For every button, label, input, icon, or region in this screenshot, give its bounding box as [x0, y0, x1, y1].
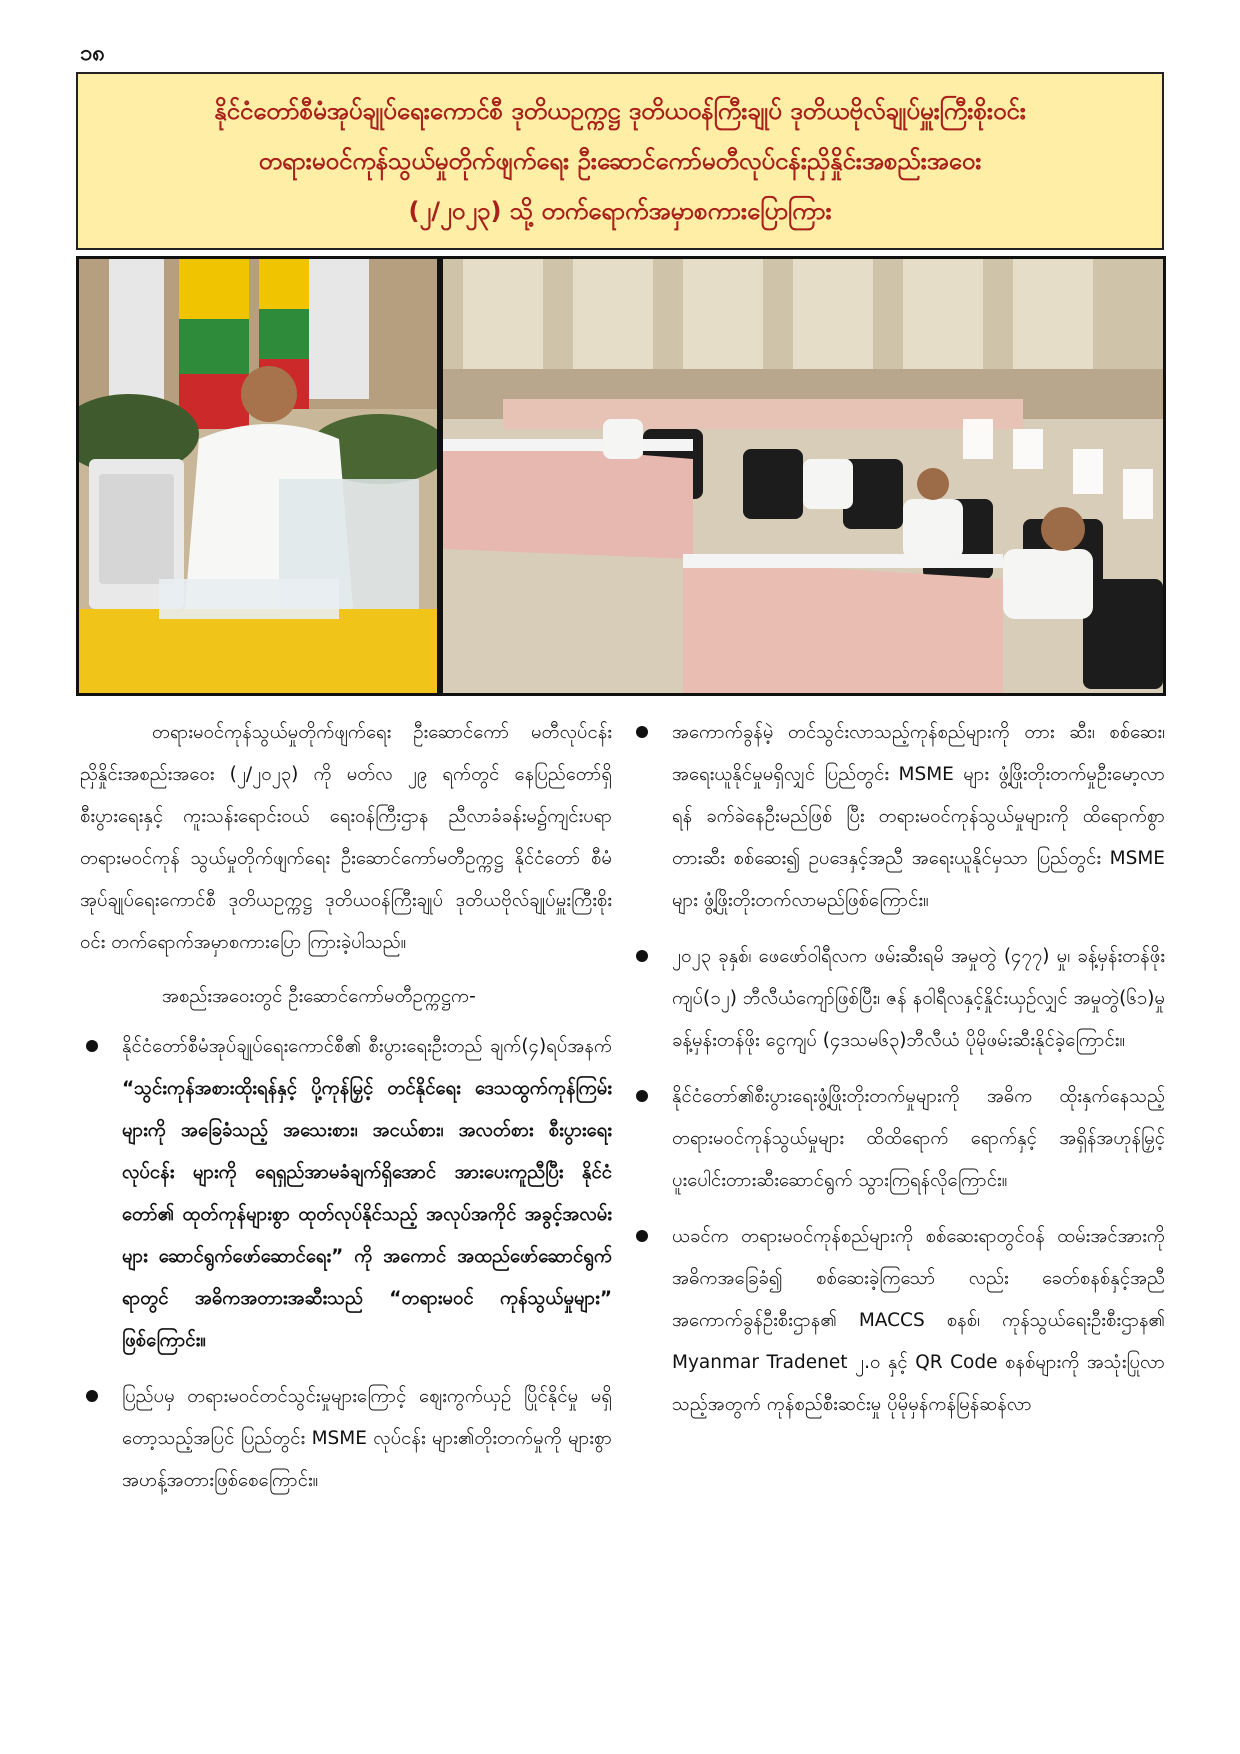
bullet-dot-icon: [636, 950, 648, 962]
bullet-6-text: ယခင်က တရားမဝင်ကုန်စည်များကို စစ်ဆေးရာတွင်ဝန် ထမ်းအင်အားကို အဓိကအခြေခံ၍ စစ်ဆေးခဲ့ကြသော် လည်း ခေတ်စနစ်နှင့်အညီ အကောက်ခွန်ဦးစီးဌာန၏ MACCS စနစ်၊ ကုန်သွယ်ရေးဦးစီးဌာန၏ Myanmar Tradenet ၂.၀ နှင့် QR Code စနစ်များကို အသုံးပြုလာ သည့်အတွက် ကုန်စည်စီးဆင်းမှု ပိုမိုမှန်ကန်မြန်ဆန်လာ: [672, 1226, 1165, 1415]
bullet-dot-icon: [636, 1090, 648, 1102]
bullet-dot-icon: [86, 1040, 98, 1052]
bullet-item-3: [630, 712, 1165, 922]
bullet-item-2: [80, 1376, 612, 1502]
bullet-item-5: [630, 1076, 1165, 1202]
headline-line-3: (၂/၂၀၂၃) သို့ တက်ရောက်အမှာစကားပြောကြား: [408, 197, 832, 225]
bullet-item-1: [80, 1026, 612, 1362]
bullet-1-emphasis: “သွင်းကုန်အစားထိုးရန်နှင့် ပို့ကုန်မြှင့် တင်နိုင်ရေး ဒေသထွက်ကုန်ကြမ်းများကို အခြေခံသည့် အသေးစား၊ အငယ်စား၊ အလတ်စား စီးပွားရေးလုပ်ငန်း များကို ရေရှည်အာမခံချက်ရှိအောင် အားပေးကူညီပြီး နိုင်ငံ တော်၏ ထုတ်ကုန်များစွာ ထုတ်လုပ်နိုင်သည့် အလုပ်အကိုင် အခွင့်အလမ်းများ ဆောင်ရွက်ဖော်ဆောင်ရေး” ကို အကောင် အထည်ဖော်ဆောင်ရွက်ရာတွင် အဓိကအတားအဆီးသည် “တရားမဝင် ကုန်သွယ်မှုများ” ဖြစ်ကြောင်း။: [122, 1078, 612, 1351]
bullet-2-text: ပြည်ပမှ တရားမဝင်တင်သွင်းမှုများကြောင့် ဈေးကွက်ယှဉ် ပြိုင်နိုင်မှု မရှိတော့သည့်အပြင် ပြည်တွင်း MSME လုပ်ငန်း များ၏တိုးတက်မှုကို များစွာ အဟန့်အတားဖြစ်စေကြောင်း။: [122, 1386, 612, 1491]
bullet-5-text: နိုင်ငံတော်၏စီးပွားရေးဖွံ့ဖြိုးတိုးတက်မှုများကို အဓိက ထိုးနှက်နေသည့် တရားမဝင်ကုန်သွယ်မှုများ ထိထိရောက် ရောက်နှင့် အရှိန်အဟုန်မြှင့် ပူးပေါင်းတားဆီးဆောင်ရွက် သွားကြရန်လိုကြောင်း။: [672, 1086, 1165, 1191]
bullet-item-4: [630, 936, 1165, 1062]
headline-line-1: နိုင်ငံတော်စီမံအုပ်ချုပ်ရေးကောင်စီ ဒုတိယဥက္ကဋ္ဌ ဒုတိယဝန်ကြီးချုပ် ဒုတိယဗိုလ်ချုပ်မှူးကြီးစိုးဝင်း: [214, 97, 1026, 125]
speaker-photo: [79, 259, 437, 693]
headline-line-2: တရားမဝင်ကုန်သွယ်မှုတိုက်ဖျက်ရေး ဦးဆောင်ကော်မတီလုပ်ငန်းညှိနှိုင်းအစည်းအဝေး: [258, 147, 982, 175]
intro-paragraph: တရားမဝင်ကုန်သွယ်မှုတိုက်ဖျက်ရေး ဦးဆောင်ကော် မတီလုပ်ငန်းညှိနှိုင်းအစည်းအဝေး (၂/၂၀၂၃) ကို မတ်လ ၂၉ ရက်တွင် နေပြည်တော်ရှိ စီးပွားရေးနှင့် ကူးသန်းရောင်းဝယ် ရေးဝန်ကြီးဌာန ညီလာခံခန်းမ၌ကျင်းပရာ တရားမဝင်ကုန် သွယ်မှုတိုက်ဖျက်ရေး ဦးဆောင်ကော်မတီဥက္ကဋ္ဌ နိုင်ငံတော် စီမံအုပ်ချုပ်ရေးကောင်စီ ဒုတိယဥက္ကဋ္ဌ ဒုတိယဝန်ကြီးချုပ် ဒုတိယဗိုလ်ချုပ်မှူးကြီးစိုးဝင်း တက်ရောက်အမှာစကားပြော ကြားခဲ့ပါသည်။: [80, 722, 612, 953]
meeting-hall-photo-icon: [443, 259, 1163, 693]
bullet-dot-icon: [636, 726, 648, 738]
bullet-item-6: [630, 1216, 1165, 1426]
article-left-column: [80, 712, 612, 1516]
bullet-1-text: နိုင်ငံတော်စီမံအုပ်ချုပ်ရေးကောင်စီ၏ စီးပွားရေးဦးတည် ချက်(၄)ရပ်အနက်: [122, 1036, 612, 1057]
bullet-dot-icon: [86, 1390, 98, 1402]
page-number: ၁၈: [80, 41, 105, 66]
headline-box: [76, 72, 1164, 250]
bullet-dot-icon: [636, 1230, 648, 1242]
meeting-hall-photo: [443, 259, 1163, 693]
lead-in-paragraph: အစည်းအဝေးတွင် ဦးဆောင်ကော်မတီဥက္ကဋ္ဌက-: [162, 986, 476, 1007]
bullet-4-text: ၂၀၂၃ ခုနှစ်၊ ဖေဖော်ဝါရီလက ဖမ်းဆီးရမိ အမှုတွဲ (၄၇၇) မှု၊ ခန့်မှန်းတန်ဖိုး ကျပ်(၁၂) ဘီလီယံကျော်ဖြစ်ပြီး၊ ဇန် နဝါရီလနှင့်နှိုင်းယှဉ်လျှင် အမှုတွဲ(၆၁)မှု ခန့်မှန်းတန်ဖိုး ငွေကျပ် (၄ဒသမ၆၃)ဘီလီယံ ပိုမိုဖမ်းဆီးနိုင်ခဲ့ကြောင်း။: [672, 946, 1165, 1051]
speaker-photo-icon: [79, 259, 437, 693]
article-right-column: [630, 712, 1165, 1440]
bullet-3-text: အကောက်ခွန်မဲ့ တင်သွင်းလာသည့်ကုန်စည်များကို တား ဆီး၊ စစ်ဆေး၊ အရေးယူနိုင်မှုမရှိလျှင် ပြည်တွင်း MSME များ ဖွံ့ဖြိုးတိုးတက်မှုဦးမော့လာရန် ခက်ခဲနေဦးမည်ဖြစ် ပြီး တရားမဝင်ကုန်သွယ်မှုများကို ထိရောက်စွာ တားဆီး စစ်ဆေး၍ ဥပဒေနှင့်အညီ အရေးယူနိုင်မှသာ ပြည်တွင်း MSME များ ဖွံ့ဖြိုးတိုးတက်လာမည်ဖြစ်ကြောင်း။: [672, 722, 1165, 911]
photo-strip: [76, 256, 1166, 696]
